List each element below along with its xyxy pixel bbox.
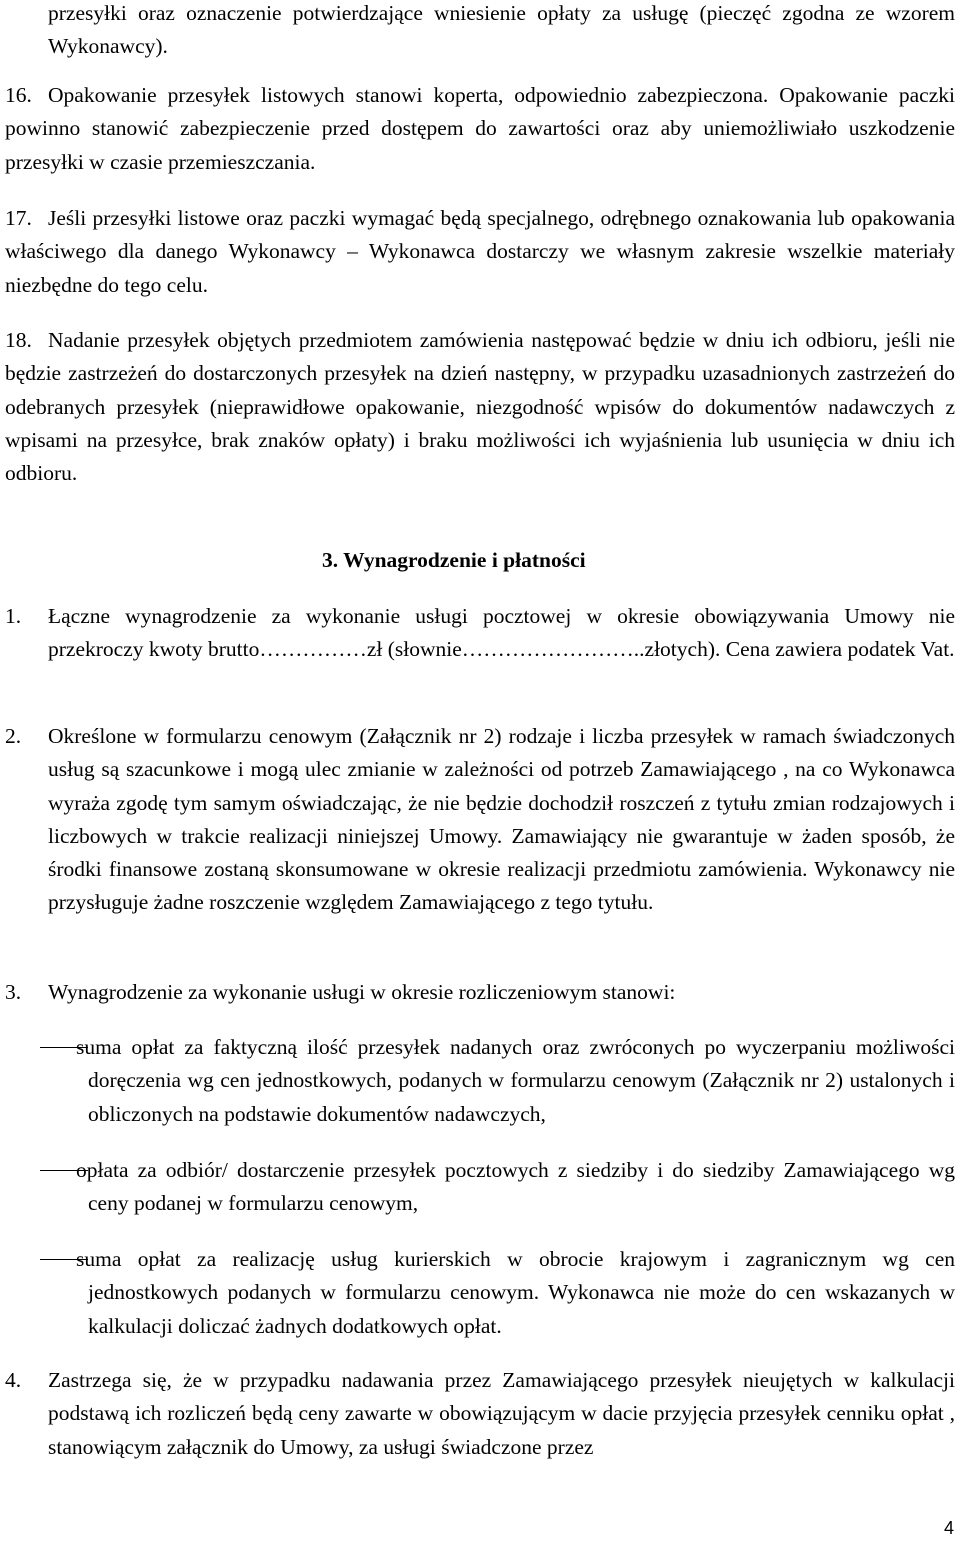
paragraph-text: Jeśli przesyłki listowe oraz paczki wymagać będą specjalnego, odrębnego oznakowania lub opakowania właściwego dla danego Wykonawcy – Wykonawca dostarczy we własnym zakresie wszelkie materiały niezbędne do tego celu. [5,206,955,297]
paragraph-number: 18. [5,328,32,352]
paragraph-16 [5,79,955,179]
paragraph-text: Opakowanie przesyłek listowych stanowi koperta, odpowiednio zabezpieczona. Opakowanie paczki powinno stanowić zabezpieczenie przed dostępem do zawartości oraz aby uniemożliwiało uszkodzenie przesyłki w czasie przemieszczania. [5,83,955,174]
item-text: Łączne wynagrodzenie za wykonanie usługi pocztowej w okresie obowiązywania Umowy nie przekroczy kwoty brutto……………zł (słownie……………………..złotych). Cena zawiera podatek Vat. [48,604,955,662]
paragraph-number: 16. [5,83,32,107]
item-number: 1. [5,604,22,628]
bullet-text: suma opłat za realizację usług kurierskich w obrocie krajowym i zagranicznym wg cen jednostkowych podanych w formularzu cenowym. Wykonawca nie może do cen wskazanych w kalkulacji doliczać żadnych dodatkowych opłat. [76,1247,955,1338]
paragraph-continuation: przesyłki oraz oznaczenie potwierdzające wniesienie opłaty za usługę (pieczęć zgodna ze wzorem Wykonawcy). [48,1,955,59]
item-text: Określone w formularzu cenowym (Załącznik nr 2) rodzaje i liczba przesyłek w ramach świadczonych usług są szacunkowe i mogą ulec zmianie w zależności od potrzeb Zamawiającego , na co Wykonawca wyraża zgodę tym samym oświadczając, że nie będzie dochodził roszczeń z tytułu zmian rodzajowych i liczbowych w trakcie realizacji niniejszej Umowy. Zamawiający nie gwarantuje w żaden sposób, że środki finansowe zostaną skonsumowane w okresie realizacji przedmiotu zamówienia. Wykonawcy nie przysługuje żadne roszczenie względem Zamawiającego z tego tytułu. [48,724,955,915]
page-number: 4 [943,1518,954,1538]
bullet-text: opłata za odbiór/ dostarczenie przesyłek pocztowych z siedziby i do siedziby Zamawiającego wg ceny podanej w formularzu cenowym, [76,1158,955,1216]
bullet-text: suma opłat za faktyczną ilość przesyłek nadanych oraz zwróconych po wyczerpaniu możliwości doręczenia wg cen jednostkowych, podanych w formularzu cenowym (Załącznik nr 2) ustalonych i obliczonych na podstawie dokumentów nadawczych, [76,1035,955,1126]
item-number: 3. [5,980,22,1004]
section-heading: 3. Wynagrodzenie i płatności [322,548,586,572]
paragraph-18 [5,324,955,490]
paragraph-17 [5,202,955,302]
item-text: Zastrzega się, że w przypadku nadawania przez Zamawiającego przesyłek nieujętych w kalkulacji podstawą ich rozliczeń będą ceny zawarte w obowiązującym w dacie przyjęcia przesyłek cenniku opłat , stanowiącym załącznik do Umowy, za usługi świadczone przez [48,1368,955,1459]
paragraph-text: Nadanie przesyłek objętych przedmiotem zamówienia następować będzie w dniu ich odbioru, jeśli nie będzie zastrzeżeń do dostarczonych przesyłek na dzień następny, w przypadku uzasadnionych zastrzeżeń do odebranych przesyłek (nieprawidłowe opakowanie, niezgodność wpisów do dokumentów nadawczych z wpisami na przesyłce, brak znaków opłaty) i braku możliwości ich wyjaśnienia lub usunięcia w dniu ich odbioru. [5,328,955,486]
item-number: 4. [5,1368,22,1392]
paragraph-number: 17. [5,206,32,230]
item-text: Wynagrodzenie za wykonanie usługi w okresie rozliczeniowym stanowi: [48,980,676,1004]
item-number: 2. [5,724,22,748]
